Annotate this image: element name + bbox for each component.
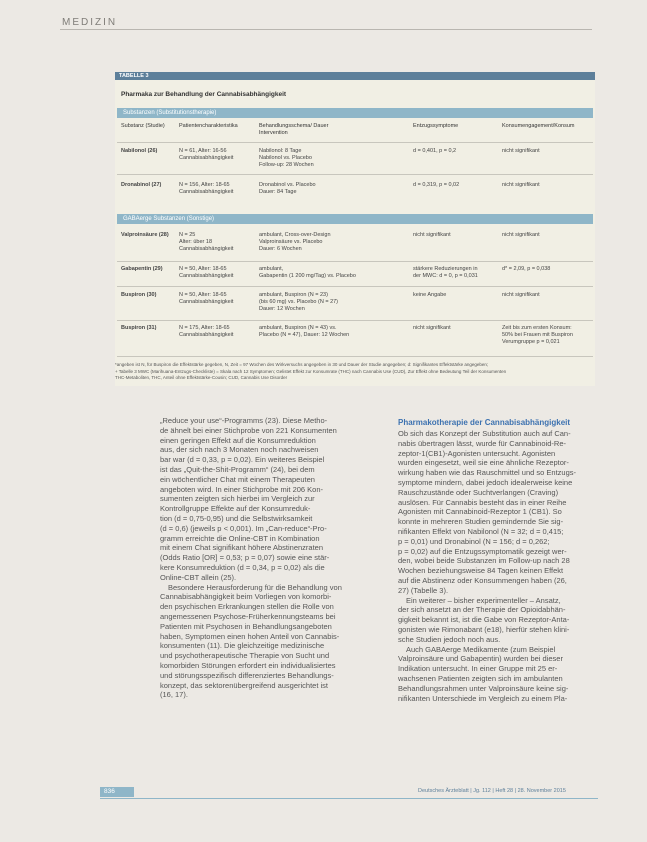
cell-scheme: ambulant, Cross-over-Design Valproinsäure vs. Placebo Dauer: 6 Wochen (259, 232, 331, 252)
col-header-scheme: Behandlungsschema/ Dauer Intervention (259, 123, 329, 136)
row-divider (117, 261, 593, 262)
body-text-line: wurden eingesetzt, weil sie eine ähnliche Rezeptor- (398, 458, 569, 468)
right-column (398, 418, 614, 703)
cell-substance: Buspiron (30) (121, 292, 157, 298)
body-text-line: Behandlungsrahmen unter Valproinsäure keine sig- (398, 683, 569, 693)
cell-outcome: nicht signifikant (502, 232, 540, 238)
cell-patients: N = 156, Alter: 18-65 Cannabisabhängigkeit (179, 182, 234, 195)
body-text-line: bar war (d = 0,33, p = 0,02). Ein weiteres Beispiel (160, 455, 325, 465)
page-number: 836 (104, 788, 115, 795)
body-text-line: konnte in mehreren Studien gemindernde Sie sig- (398, 517, 564, 527)
body-text-line: haben, Symptomen einen hohen Anteil von Cannabis- (160, 631, 340, 641)
table-label-bar (115, 72, 595, 80)
row-divider (117, 174, 593, 175)
cell-substance: Buspiron (31) (121, 325, 157, 331)
body-text-line: Ein weiterer – bisher experimenteller – Ansatz, (406, 595, 561, 605)
body-text-line: wirkung haben wie das Rauschmittel und so Entzugs- (398, 468, 577, 478)
body-text-line: p = 0,01) und Dronabinol (N = 156; d = 0,262; (398, 536, 550, 546)
row-divider (117, 320, 593, 321)
body-text-line: gigkeit bekannt ist, ist die Gabe von Rezeptor-Anta- (398, 615, 570, 625)
footnote-line: THC-Metaboliten, THC, Anteil ohne Effektstärke-Cousin; CUD, Cannabis Use Disorder (115, 375, 288, 380)
body-text-line: Agonisten mit Cannabinoid-Rezeptor 1 (CB1). So (398, 507, 562, 517)
body-text-line: ein wöchentlicher Chat mit einem Therapeuten (160, 474, 315, 484)
body-text-line: der sich ansetzt an der Therapie der Opioidabhän- (398, 605, 566, 615)
cell-scheme: ambulant, Gabapentin (1 200 mg/Tag) vs. Placebo (259, 266, 356, 279)
body-text-line: (d = 0,6) (jeweils p < 0,001). Im „Can-reduce“-Pro- (160, 523, 327, 533)
body-text-line: kere Konsumreduktion (d = 0,34, p = 0,02) als die (160, 562, 325, 572)
body-text-line: (Odds Ratio [OR] = 0,53; p = 0,07) sowie eine stär- (160, 553, 330, 563)
column-headers (117, 120, 593, 142)
cell-scheme: Dronabinol vs. Placebo Dauer: 84 Tage (259, 182, 316, 195)
cell-withdrawal: nicht signifikant (413, 232, 451, 238)
body-text-line: sumenten zeigten sich hierbei im Vergleich zur (160, 494, 315, 504)
body-text-line: Patienten mit Psychosen in Behandlungsangeboten (160, 621, 332, 631)
body-text-line: (16, 17). (160, 690, 188, 700)
cell-substance: Valproinsäure (28) (121, 232, 169, 238)
cell-substance: Dronabinol (27) (121, 182, 162, 188)
col-header-withdrawal: Entzugssymptome (413, 123, 459, 129)
body-text-line: p = 0,02) auf die Entzugssymptomatik gezeigt wer- (398, 546, 567, 556)
body-text-line: sche Studien jedoch noch aus. (398, 634, 501, 644)
footnote-line: + Tabelle 3 MWC (Marihuana-Entzugs-Checkliste) = Skala nach 12 Symptomen; Gelistet Effekt zur Konsumrate (THC) nach Cannabis Use (CUD), Zur Effekt ohne Bedeutung Teil der Konsumenten (115, 368, 507, 374)
cell-substance: Gabapentin (29) (121, 266, 163, 272)
col-header-outcome: Konsumengagement/Konsum (502, 123, 575, 129)
body-text-line: nifikanten Unterschiede im Vergleich zu einem Pla- (398, 693, 568, 703)
cell-patients: N = 175, Alter: 18-65 Cannabisabhängigkeit (179, 325, 234, 338)
body-text-line: komorbiden Störungen erfordert ein individualisiertes (160, 660, 336, 670)
cell-patients: N = 50, Alter: 18-65 Cannabisabhängigkeit (179, 266, 234, 279)
cell-withdrawal: d = 0,401, p = 0,2 (413, 148, 457, 154)
cell-withdrawal: nicht signifikant (413, 325, 451, 331)
body-text-line: ist das „Quit-the-Shit-Programm“ (24), bei dem (160, 464, 315, 474)
body-text-line: zeptor-1(CB1)-Agonisten untersucht. Agonisten (398, 448, 556, 458)
body-text-line: Rauschzustände oder Suchtverlangen (Craving) (398, 487, 559, 497)
body-text-line: den psychischen Erkrankungen stellen die Rolle von (160, 602, 334, 612)
body-text-line: konsumenten (11). Die gleichzeitige medizinische (160, 641, 325, 651)
section-heading: Pharmakotherapie der Cannabisabhängigkeit (398, 418, 571, 427)
body-text-line: Valproinsäure und Gabapentin) wurden bei dieser (398, 654, 563, 664)
cell-withdrawal: keine Angabe (413, 292, 447, 298)
col-header-substance: Substanz (Studie) (121, 123, 165, 129)
section-header-substitution (117, 108, 593, 118)
col-header-patients: Patientencharakteristika (179, 123, 238, 129)
cell-withdrawal: stärkere Reduzierungen in der MWC: d = 0, p = 0,031 (413, 266, 478, 279)
body-text-line: angemessenen Psychose-Früherkennungsteams bei (160, 611, 336, 621)
cell-scheme: Nabilonol: 8 Tage Nabilonol vs. Placebo Follow-up: 28 Wochen (259, 148, 314, 168)
body-text-line: konzept, das sektorenübergreifend ausgerichtet ist (160, 680, 329, 690)
journal-footer: Deutsches Ärzteblatt | Jg. 112 | Heft 28 | 28. November 2015 (418, 788, 566, 794)
body-text-line: nifikanten Effekt von Nabilonol (N = 32; d = 0,415; (398, 526, 564, 536)
body-text-line: den, wobei beide Substanzen im Follow-up nach 28 (398, 556, 570, 566)
cell-outcome: nicht signifikant (502, 292, 540, 298)
body-text-line: gramm erreichte die Online-CBT in Kombination (160, 533, 320, 543)
table-title: Pharmaka zur Behandlung der Cannabisabhängigkeit (121, 91, 287, 98)
body-text-line: und störungsspezifisch differenziertes Behandlungs- (160, 670, 334, 680)
body-text-line: Cannabisabhängigkeit beim Vorliegen von komorbi- (160, 592, 332, 602)
page-number-box (100, 787, 134, 797)
body-text-line: Besondere Herausforderung für die Behandlung von (168, 582, 342, 592)
table-box (115, 72, 595, 386)
body-text-line: „Reduce your use“-Programms (23). Diese Metho- (160, 416, 328, 425)
footnote-line: *angeben ist N, für Buspiron die Effektstärke gegeben, N, Zeit = 97 Wochen des Wirkversuchs angegeben in 30 und Dauer der Studie angegeben; d: Signifikantes Effektstärke angegeben; (115, 362, 489, 367)
cell-withdrawal: d = 0,319, p = 0,02 (413, 182, 460, 188)
body-text-line: gonisten wie Rimonabant (e18), hierfür stehen klini- (398, 624, 570, 634)
body-text-line: angeboten wird. In einer Stichprobe mit 206 Kon- (160, 484, 324, 494)
body-text-line: mit einem Chat signifikant höhere Abstinenzraten (160, 543, 324, 553)
body-text-line: Indikation untersucht. In einer Gruppe mit 25 er- (398, 664, 558, 674)
cell-substance: Nabilonol (26) (121, 148, 158, 154)
left-column (160, 416, 376, 700)
cell-outcome: d* = 2,09, p = 0,038 (502, 266, 551, 272)
table-label: TABELLE 3 (119, 73, 149, 79)
cell-scheme: ambulant, Buspiron (N = 43) vs. Placebo (N = 47), Dauer: 12 Wochen (259, 325, 350, 338)
body-text-line: einen geringen Effekt auf die Konsumreduktion (160, 435, 316, 445)
body-text-line: wachsenen Patienten zeigten sich im ambulanten (398, 673, 563, 683)
footer-rule (100, 798, 598, 799)
cell-scheme: ambulant, Buspiron (N = 23) (bis 60 mg) vs. Placebo (N = 27) Dauer: 12 Wochen (259, 292, 339, 312)
cell-patients: N = 25 Alter: über 18 Cannabisabhängigkeit (179, 232, 234, 252)
section-header-gabaerg (117, 214, 593, 224)
body-text-line: auf die Abstinenz oder Konsummengen haben (26, (398, 575, 567, 585)
cell-outcome: nicht signifikant (502, 148, 540, 154)
body-text-line: tion (d = 0,75-0,95) und die Selbstwirksamkeit (160, 513, 313, 523)
body-text-line: auslösen. Für Cannabis besteht das in einer Reihe (398, 497, 567, 507)
cell-outcome: Zeit bis zum ersten Konsum: 50% bei Frauen mit Buspiron Verumgruppe p = 0,021 (502, 325, 573, 345)
body-text-line: Kontrollgruppe Effekte auf der Konsumreduk- (160, 504, 311, 514)
body-text-line: Wochen beziehungsweise 84 Tagen keinen Effekt (398, 566, 564, 576)
body-text-line: und psychotherapeutische Therapie von Sucht und (160, 651, 330, 661)
running-header: MEDIZIN (62, 17, 118, 28)
cell-outcome: nicht signifikant (502, 182, 540, 188)
section-label: GABAerge Substanzen (Sonstige) (123, 216, 215, 222)
section-label: Substanzen (Substitutionstherapie) (123, 110, 217, 116)
body-text-line: Auch GABAerge Medikamente (zum Beispiel (406, 644, 556, 654)
body-text-line: nabis übertragen lässt, wurde für Cannabinoid-Re- (398, 438, 567, 448)
row-divider (117, 356, 593, 357)
body-text-line: aus, der sich nach 3 Monaten noch nachweisen (160, 445, 319, 455)
body-text-line: 27) (Tabelle 3). (398, 585, 449, 595)
row-divider (117, 142, 593, 143)
cell-patients: N = 50, Alter: 18-65 Cannabisabhängigkeit (179, 292, 234, 305)
cell-patients: N = 61, Alter: 16-56 Cannabisabhängigkeit (179, 148, 234, 161)
header-rule (60, 29, 592, 30)
body-text-line: symptome mindern, dabei jedoch idealerweise keine (398, 477, 573, 487)
body-text-line: de ähnelt bei einer Stichprobe von 221 Konsumenten (160, 425, 337, 435)
body-text-line: Online-CBT allein (25). (160, 572, 237, 582)
body-text-line: Ob sich das Konzept der Substitution auch auf Can- (398, 429, 571, 438)
row-divider (117, 286, 593, 287)
table-footnote (115, 362, 595, 388)
